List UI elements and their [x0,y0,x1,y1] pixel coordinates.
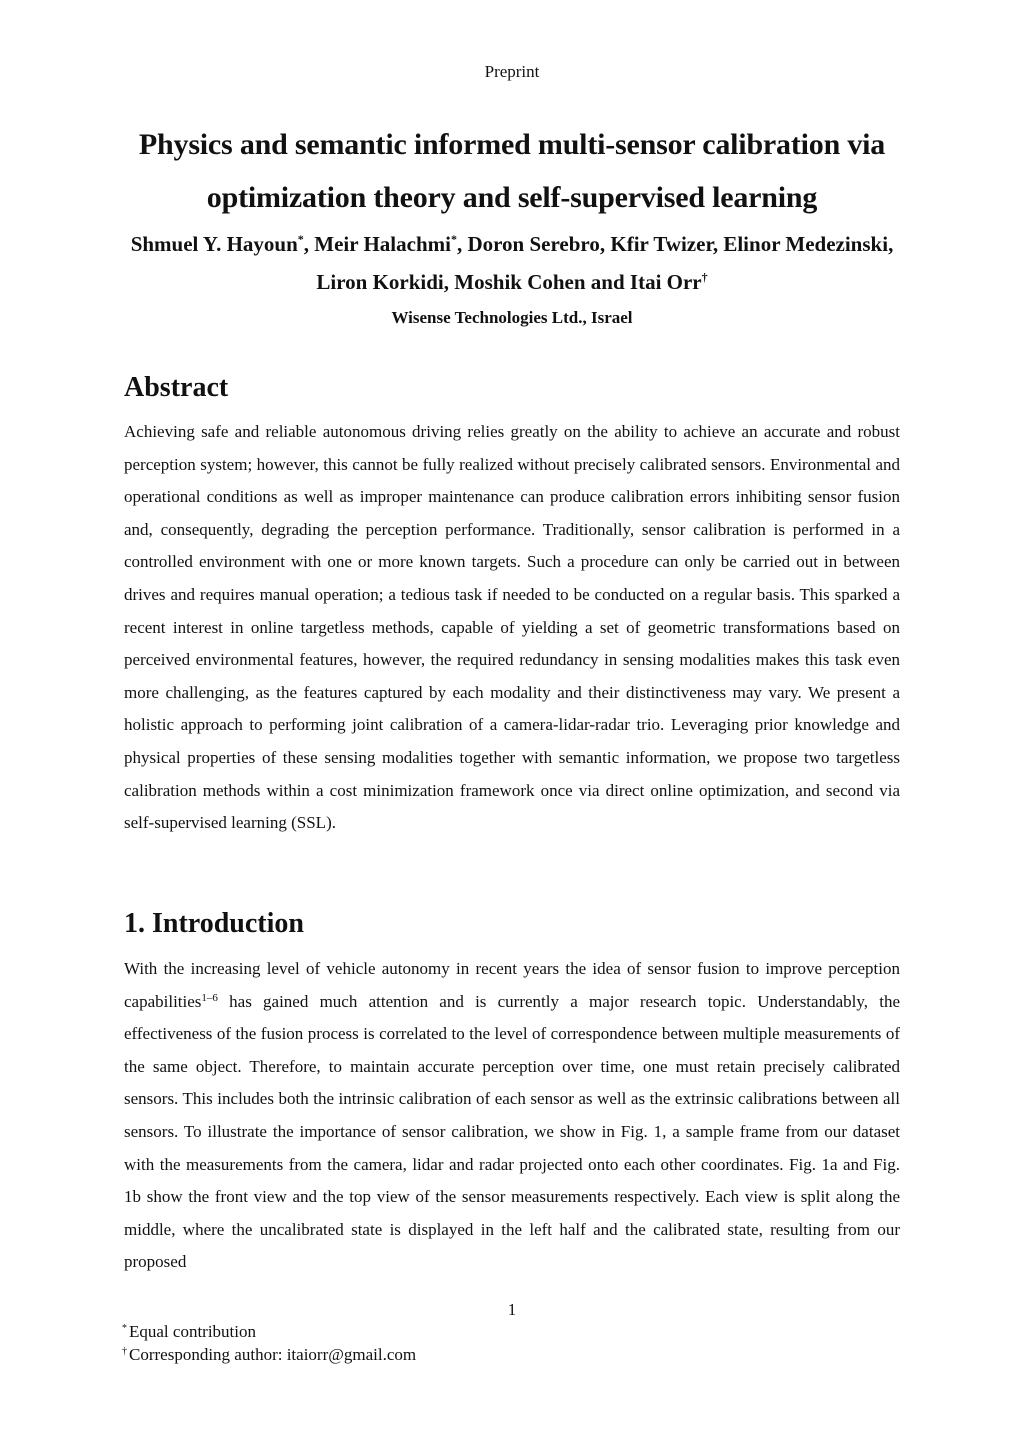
footnote-mark: † [122,1346,127,1357]
footnote-text: Equal contribution [129,1322,257,1341]
author-mark: * [297,232,304,246]
author-list [110,225,914,301]
footnote [122,1320,416,1343]
author-name: Liron Korkidi [316,270,444,294]
author-name: Elinor Medezinski [723,232,889,256]
abstract-heading: Abstract [124,372,229,403]
author-mark: † [701,270,708,284]
intro-text-part: has gained much attention and is currently a major research topic. Understandably, the effectiveness of the fusion process is correlated to the level of correspondence between multiple measurements of the same object. Therefore, to maintain accurate perception over time, one must retain precisely calibrated sensors. This includes both the intrinsic calibration of each sensor as well as the extrinsic calibrations between all sensors. To illustrate the importance of sensor calibration, we show in Fig. 1, a sample frame from our dataset with the measurements from the camera, lidar and radar projected onto each other coordinates. Fig. 1a and Fig. 1b show the front view and the top view of the sensor measurements respectively. Each view is split along the middle, where the uncalibrated state is displayed in the left half and the calibrated state, resulting from our proposed [124,991,900,1272]
citation-ref: 1–6 [201,991,218,1004]
preprint-label: Preprint [484,62,540,81]
author-separator: , [303,232,315,256]
intro-text-part: With the increasing level of vehicle autonomy in recent years the idea of sensor fusion to improve perception capabilities [124,959,900,1011]
author-separator: , [888,232,894,256]
author-name: Kfir Twizer [610,232,713,256]
abstract-text: Achieving safe and reliable autonomous driving relies greatly on the ability to achieve an accurate and robust perception system; however, this cannot be fully realized without precisely calibrated sensors. Environmental and operational conditions as well as improper maintenance can produce calibration errors inhibiting sensor fusion and, consequently, degrading the perception performance. Traditionally, sensor calibration is performed in a controlled environment with one or more known targets. Such a procedure can only be carried out in between drives and requires manual operation; a tedious task if needed to be conducted on a regular basis. This sparked a recent interest in online targetless methods, capable of yielding a set of geometric transformations based on perceived environmental features, however, the required redundancy in sensing modalities makes this task even more challenging, as the features captured by each modality and their distinctiveness may vary. We present a holistic approach to performing joint calibration of a camera-lidar-radar trio. Leveraging prior knowledge and physical properties of these sensing modalities together with semantic information, we propose two targetless calibration methods within a cost minimization framework once via direct online optimization, and second via self-supervised learning (SSL). [124,422,900,833]
author-name: Moshik Cohen [454,270,586,294]
author-name: Doron Serebro [467,232,600,256]
author-name: Meir Halachmi [314,232,451,256]
footnote-mark: * [122,1323,127,1334]
page-number: 1 [507,1300,517,1319]
affiliation: Wisense Technologies Ltd., Israel [391,308,633,327]
author-separator: , [456,232,468,256]
introduction-heading: 1. Introduction [124,908,304,939]
introduction-text [124,953,900,1279]
author-name: Shmuel Y. Hayoun [130,232,298,256]
author-separator: , [712,232,724,256]
footnote [122,1343,416,1366]
footnotes [122,1320,416,1366]
author-separator: , [443,270,455,294]
author-name: Itai Orr [629,270,702,294]
footnote-text: Corresponding author: itaiorr@gmail.com [129,1345,417,1364]
author-separator: , [599,232,611,256]
paper-title: Physics and semantic informed multi-sensor calibration via optimization theory and self-supervised learning [138,128,886,214]
author-mark: * [450,232,457,246]
author-separator: and [585,270,630,294]
